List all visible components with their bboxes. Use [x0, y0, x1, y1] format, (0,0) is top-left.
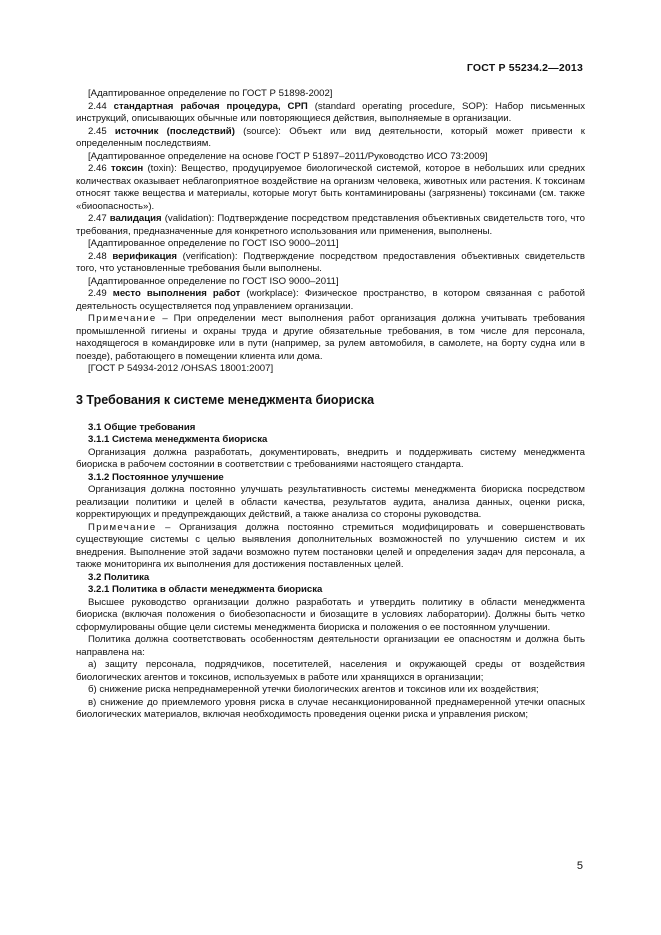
definition-term: место выполнения работ [112, 288, 241, 299]
definition-note [76, 313, 585, 363]
definition-text: (verification): Подтверждение посредством предоставления объективных свидетельств того, что установленные требования были выполнены. [76, 250, 585, 274]
definition-term: стандартная рабочая процедура, СРП [113, 100, 308, 112]
heading-3-2: 3.2 Политика [88, 571, 150, 583]
definition-item [76, 101, 585, 126]
paragraph-3-2-1-b: Политика должна соответствовать особенностям деятельности организации ее опасностям и должна быть направлена на: [76, 634, 585, 658]
note-text: – Организация должна постоянно стремиться модифицировать и совершенствовать существующие системы с целью выявления дополнительных возможностей по улучшению систем и их внедрения. Выполнение этой задачи возможно путем постановки целей и определения задач для персонала, а также мониторинга их выполнения для достижения поставленных целей. [76, 521, 585, 570]
definition-item [76, 251, 585, 276]
definition-number: 2.47 [88, 213, 107, 224]
policy-items-list [76, 659, 585, 722]
definition-number: 2.45 [88, 125, 107, 137]
definition-text: (workplace): Физическое пространство, в котором связанная с работой деятельность осуществляется под управлением организации. [76, 288, 585, 312]
definition-number: 2.48 [88, 250, 107, 262]
definition-term: верификация [112, 250, 178, 262]
definition-text: (standard operating procedure, SOP): Набор письменных инструкций, описывающих обычные или повторяющиеся действия, выполняемые в организации. [76, 100, 585, 124]
policy-item: а) защиту персонала, подрядчиков, посетителей, населения и окружающей среды от воздействия биологических агентов и токсинов, используемых в работе или хранящихся в организации; [76, 659, 585, 683]
page-content [76, 88, 585, 722]
note-label: Примечание [88, 521, 157, 533]
definition-item [76, 288, 585, 313]
policy-item: б) снижение риска непреднамеренной утечки биологических агентов и токсинов или их воздействия; [88, 684, 539, 695]
note-label: Примечание [88, 313, 157, 324]
page-number: 5 [576, 860, 583, 872]
section-3-title: 3 Требования к системе менеджмента биориска [76, 392, 375, 407]
definition-item [76, 163, 585, 213]
policy-item: в) снижение до приемлемого уровня риска в случае несанкционированной преднамеренной утечки опасных биологических материалов, включая необходимость проведения оценки риска и управления риском; [76, 696, 585, 720]
source-reference: [ГОСТ Р 54934-2012 /OHSAS 18001:2007] [88, 363, 274, 374]
definition-text: (validation): Подтверждение посредством представления объективных свидетельств того, что требования, предназначенные для конкретного использования или применения, выполнены. [76, 213, 585, 237]
note-text: – При определении мест выполнения работ организация должна учитывать требования промышленной гигиены и охраны труда и другие обязательные требования, в том числе для персонала, находящегося в командировке или в пути (например, за рулем автомобиля, в самолете, на борту судна или в поезде), работающего в помещении клиента или дома. [76, 313, 585, 362]
definition-term: токсин [111, 163, 144, 174]
heading-3-2-1: 3.2.1 Политика в области менеджмента биориска [88, 584, 323, 595]
heading-3-1-1: 3.1.1 Система менеджмента биориска [88, 434, 268, 445]
definition-term: валидация [109, 213, 162, 224]
definitions-list [76, 88, 585, 376]
paragraph-3-1-1: Организация должна разработать, документировать, внедрить и поддерживать систему менеджмента биориска в рабочем состоянии в соответствии с требованиями настоящего стандарта. [76, 446, 585, 470]
paragraph-3-1-2: Организация должна постоянно улучшать результативность системы менеджмента биориска посредством реализации политики и целей в области качества, результатов аудита, анализа данных, оценки риска, корректирующих и предупреждающих действий, а также анализа со стороны руководства. [76, 484, 585, 520]
document-header: ГОСТ Р 55234.2—2013 [466, 62, 583, 74]
source-reference: [Адаптированное определение по ГОСТ Р 51898-2002] [88, 88, 333, 99]
definition-text: (source): Объект или вид деятельности, который может привести к определенным последствиям. [76, 125, 585, 149]
paragraph-3-2-1-a: Высшее руководство организации должно разработать и утвердить политику в области менеджмента биориска (включая положения о биобезопасности и биозащите в условиях лаборатории). Должны быть четко сформулированы общие цели системы менеджмента биориска и положения о ее постоянном улучшении. [76, 596, 585, 633]
heading-3-1: 3.1 Общие требования [88, 421, 196, 433]
source-reference: [Адаптированное определение по ГОСТ ISO 9000–2011] [88, 238, 339, 249]
note-3-1-2 [76, 522, 585, 572]
definition-text: (toxin): Вещество, продуцируемое биологической системой, которое в небольших или средних количествах оказывает неблагоприятное воздействие на организм человека, животных или растения. К токсинам относят также вещества и материалы, которые могут быть контаминированы (загрязнены) токсинами (см. также «биоопасность»). [76, 163, 585, 212]
definition-term: источник (последствий) [114, 125, 235, 137]
definition-number: 2.46 [88, 163, 107, 174]
definition-item [76, 213, 585, 238]
definition-number: 2.49 [88, 288, 107, 299]
source-reference: [Адаптированное определение по ГОСТ ISO 9000–2011] [88, 275, 339, 287]
heading-3-1-2: 3.1.2 Постоянное улучшение [88, 471, 224, 483]
definition-item [76, 126, 585, 151]
definition-number: 2.44 [88, 100, 107, 112]
source-reference: [Адаптированное определение на основе ГОСТ Р 51897–2011/Руководство ИСО 73:2009] [88, 150, 488, 162]
